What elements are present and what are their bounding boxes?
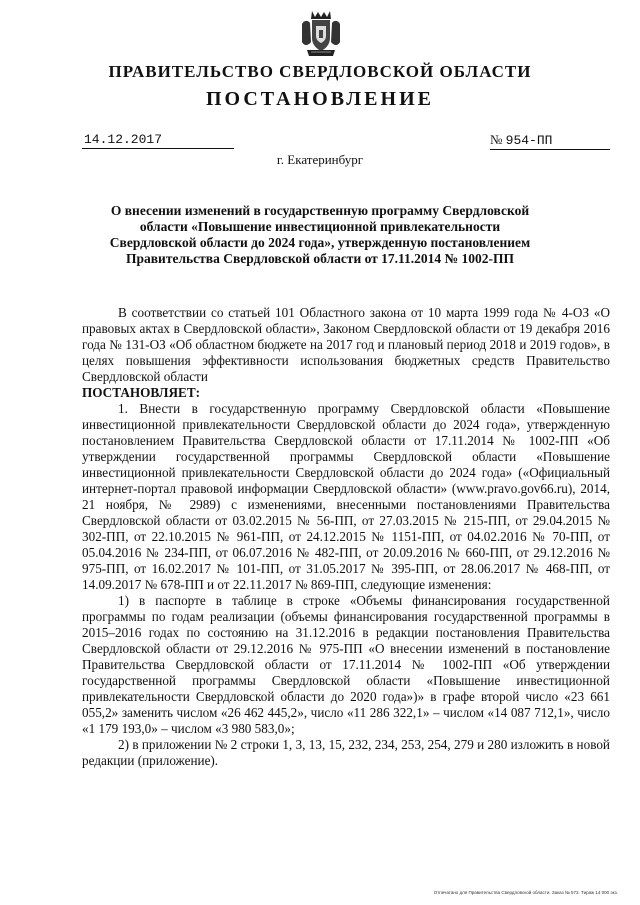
resolves-heading: ПОСТАНОВЛЯЕТ: bbox=[82, 385, 201, 400]
subitem-2-paragraph: 2) в приложении № 2 строки 1, 3, 13, 15, 232, 234, 253, 254, 279 и 280 изложить в новой редакции (приложение). bbox=[82, 737, 610, 768]
sverdlovsk-coat-of-arms-icon bbox=[301, 8, 341, 58]
number-value: 954-ПП bbox=[505, 133, 553, 148]
government-name: ПРАВИТЕЛЬСТВО СВЕРДЛОВСКОЙ ОБЛАСТИ bbox=[108, 62, 532, 81]
document-date: 14.12.2017 bbox=[82, 132, 234, 149]
document-number bbox=[490, 132, 610, 150]
item-1-paragraph: 1. Внести в государственную программу Свердловской области «Повышение инвестиционной привлекательности Свердловской области до 2024 года», утвержденную постановлением Правительства Свердловской области от 17.11.2014 № 1002-ПП «Об утверждении государственной программы Свердловской области «Повышение инвестиционной привлекательности Свердловской области до 2024 года» («Официальный интернет-портал правовой информации Свердловской области» (www.pravo.gov66.ru), 2014, 21 ноября, № 2989) с изменениями, внесенными постановлениями Правительства Свердловской области от 03.02.2015 № 56-ПП, от 27.03.2015 № 215-ПП, от 29.04.2015 № 302-ПП, от 22.10.2015 № 961-ПП, от 24.12.2015 № 1151-ПП, от 04.02.2016 № 70-ПП, от 05.04.2016 № 234-ПП, от 06.07.2016 № 482-ПП, от 20.09.2016 № 660-ПП, от 29.12.2016 № 975-ПП, от 16.02.2017 № 101-ПП, от 31.05.2017 № 395-ПП, от 28.06.2017 № 468-ПП, от 14.09.2017 № 678-ПП и от 22.11.2017 № 869-ПП, следующие изменения: bbox=[82, 401, 610, 592]
document-subject: О внесении изменений в государственную программу Свердловской области «Повышение инвестиционной привлекательности Свердловской области до 2024 года», утвержденную постановлением Правительства Свердловской области от 17.11.2014 № 1002-ПП bbox=[109, 203, 531, 266]
number-prefix: № bbox=[490, 132, 503, 147]
document-type: ПОСТАНОВЛЕНИЕ bbox=[206, 88, 434, 110]
document-body bbox=[82, 305, 610, 769]
subitem-1-paragraph: 1) в паспорте в таблице в строке «Объемы финансирования государственной программы по годам реализации (объемы финансирования государственной программы в 2015–2016 годах по состоянию на 31.12.2016 в редакции постановления Правительства Свердловской области от 29.12.2016 № 975-ПП «О внесении изменений в постановление Правительства Свердловской области от 17.11.2014 № 1002-ПП «Об утверждении государственной программы Свердловской области «Повышение инвестиционной привлекательности Свердловской области до 2020 года»)» в графе второй число «23 661 055,2» заменить числом «26 462 445,2», число «11 286 322,1» – числом «14 087 712,1», число «1 179 193,0» – числом «3 980 583,0»; bbox=[82, 593, 610, 736]
city: г. Екатеринбург bbox=[276, 152, 364, 167]
preamble-paragraph: В соответствии со статьей 101 Областного закона от 10 марта 1999 года № 4-ОЗ «О правовых актах в Свердловской области», Законом Свердловской области от 19 декабря 2016 года № 131-ОЗ «Об областном бюджете на 2017 год и плановый период 2018 и 2019 годов», в целях повышения эффективности использования бюджетных средств Правительство Свердловской области bbox=[82, 305, 610, 384]
print-footer: Отпечатано для Правительства Свердловской области. Заказ № 573. Тираж 14 000 экз. bbox=[433, 890, 618, 895]
